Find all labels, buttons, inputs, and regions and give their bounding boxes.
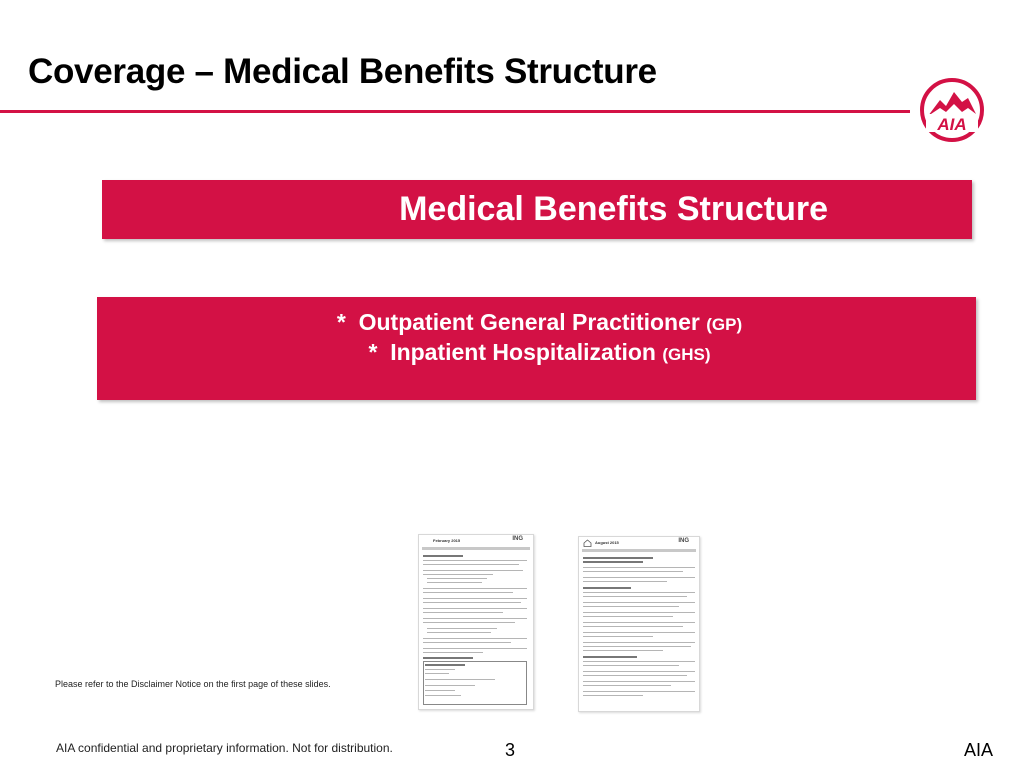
aia-logo-icon xyxy=(918,74,986,150)
thumbnail-header-rule xyxy=(422,547,530,550)
footer-brand: AIA xyxy=(964,740,994,760)
thumbnail-date: February 2015 xyxy=(433,538,461,543)
thumbnail-header-rule xyxy=(582,549,696,552)
coverage-item-outpatient xyxy=(97,309,976,336)
coverage-item-abbr: (GHS) xyxy=(662,345,711,364)
thumbnail-table xyxy=(423,661,527,705)
confidentiality-notice: AIA confidential and proprietary information. Not for distribution. xyxy=(56,741,393,755)
thumbnail-brand: ING xyxy=(678,538,689,544)
thumbnail-date: August 2015 xyxy=(595,540,619,545)
coverage-item-inpatient xyxy=(97,339,976,366)
coverage-item-label: Inpatient Hospitalization xyxy=(390,339,656,365)
coverage-box xyxy=(97,297,976,400)
svg-text:AIA: AIA xyxy=(937,115,967,134)
banner-heading: Medical Benefits Structure xyxy=(399,190,828,228)
document-thumbnail[interactable] xyxy=(418,534,534,710)
slide-title: Coverage – Medical Benefits Structure xyxy=(28,52,657,91)
bullet-marker: * xyxy=(368,339,378,365)
title-divider xyxy=(0,110,910,113)
page-number: 3 xyxy=(505,740,516,760)
coverage-item-abbr: (GP) xyxy=(706,315,743,334)
home-icon xyxy=(583,539,592,547)
coverage-item-label: Outpatient General Practitioner xyxy=(358,309,700,335)
disclaimer-note: Please refer to the Disclaimer Notice on the first page of these slides. xyxy=(55,679,331,689)
bullet-marker: * xyxy=(336,309,346,335)
document-thumbnail[interactable] xyxy=(578,536,700,712)
thumbnail-brand: ING xyxy=(512,536,523,542)
